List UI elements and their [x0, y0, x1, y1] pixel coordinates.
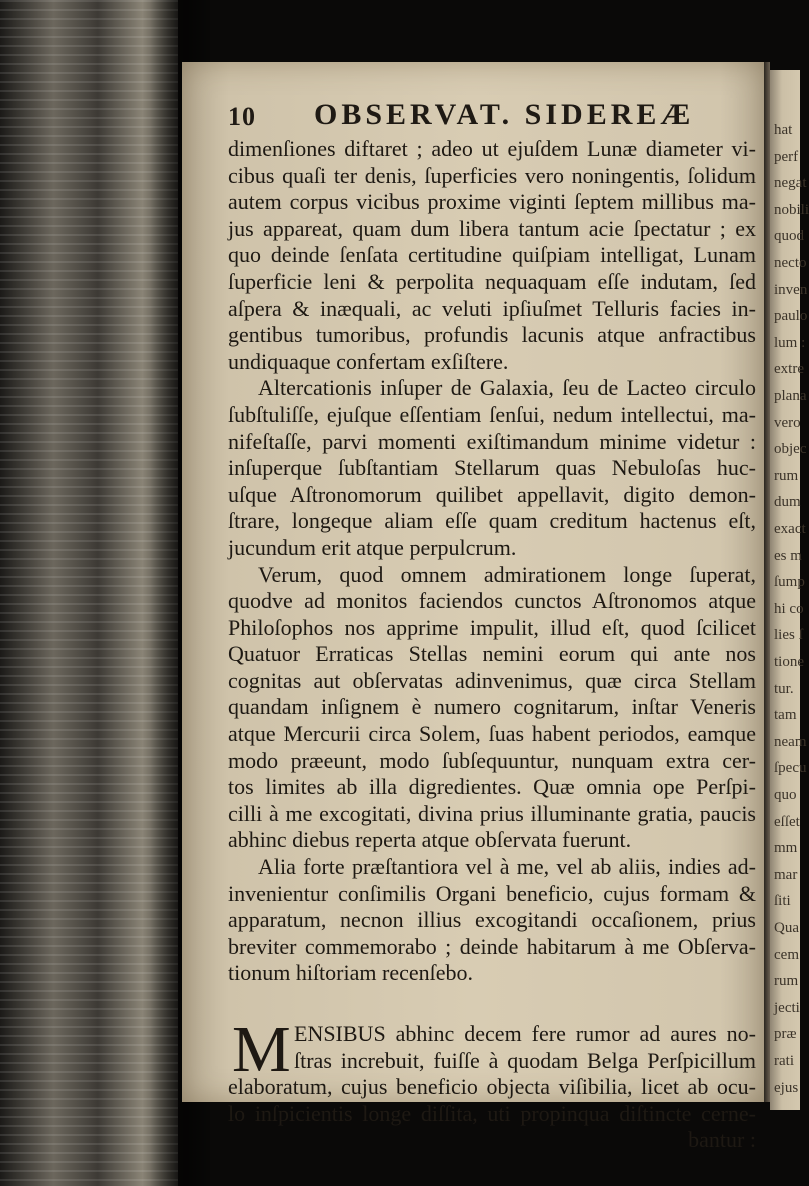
facing-page-fragment: tam	[774, 707, 797, 724]
facing-page-fragment: neam	[774, 733, 807, 750]
page-body	[228, 136, 756, 1154]
text-line: undiquaque confertam exſiſtere.	[228, 348, 509, 374]
text-line: modo præeunt, modo ſubſequuntur, nunquam extra cer-	[228, 747, 756, 773]
text-line: ſuperficie leni & perpolita nequaquam eſſe indutam, ſed	[228, 268, 756, 294]
catchword: bantur :	[688, 1127, 756, 1153]
facing-page-fragment: extre	[774, 361, 804, 378]
facing-page-fragment: ſump	[774, 574, 805, 591]
text-line: Alia forte præſtantiora vel à me, vel ab aliis, indies ad-	[258, 854, 756, 880]
facing-page-fragment: quo	[774, 787, 797, 803]
text-line: atque Mercurii circa Solem, ſuas habent periodos, eamque	[228, 721, 756, 747]
drop-cap-paragraph	[228, 1013, 756, 1127]
facing-page-fragment: lies ſ	[774, 627, 803, 644]
facing-page-fragment: negat	[774, 175, 807, 192]
text-line: tos limites ab illa digredientes. Quæ omnia ope Perſpi-	[228, 774, 756, 800]
text-line: cilli à me excogitati, divina prius illuminante gratia, paucis	[228, 800, 756, 826]
facing-page-fragment: cem	[774, 946, 799, 963]
text-line: gentibus tumoribus, profundis lacunis atque anfractibus	[228, 322, 756, 348]
text-line: Altercationis inſuper de Galaxia, ſeu de Lacteo circulo	[258, 375, 756, 401]
facing-page-fragment: eſſet	[774, 813, 800, 830]
facing-page-fragment: rati	[774, 1053, 794, 1069]
text-line: cibus quaſi ter denis, ſuperficies vero noningentis, ſolidum	[228, 162, 756, 188]
facing-page-fragment: quod	[774, 228, 804, 245]
facing-page-fragment: rum	[774, 467, 799, 484]
facing-page-fragment: dum	[774, 494, 801, 511]
facing-page-fragment: hi co	[774, 600, 804, 617]
text-line: dimenſiones diftaret ; adeo ut ejuſdem Lunæ diameter vi-	[228, 136, 756, 161]
text-line: autem corpus vicibus proxime viginti ſeptem millibus ma-	[228, 189, 756, 215]
text-line: nifeſtaſſe, parvi momenti exiſtimandum minime videtur :	[228, 428, 756, 454]
facing-page-fragment: tione	[774, 654, 804, 670]
drop-cap: M	[232, 1013, 291, 1086]
facing-page-fragment: necto	[774, 255, 807, 271]
text-line: apparatum, necnon illius excogitandi occaſionem, prius	[228, 907, 756, 933]
facing-page-fragment: perf	[774, 148, 799, 165]
facing-page-fragment: objec	[774, 441, 807, 458]
facing-page-fragment: es m	[774, 547, 802, 564]
facing-page-fragment: plana	[774, 388, 807, 404]
text-line: Verum, quod omnem admirationem longe ſuperat,	[258, 561, 756, 587]
text-line: ENSIBUS abhinc decem fere rumor ad aures no-	[294, 1021, 756, 1046]
facing-page-fragment: inven	[774, 281, 808, 298]
text-line: invenientur conſimilis Organi beneficio, cujus formam &	[228, 880, 756, 906]
facing-page-fragment: mar	[774, 866, 798, 883]
facing-page-fragment: tur.	[774, 680, 794, 697]
text-line: abhinc diebus reperta atque obſervata fuerunt.	[228, 827, 632, 853]
section-gap	[228, 987, 756, 1021]
text-line: uſque Aſtronomorum quilibet appellavit, digito demon-	[228, 481, 756, 507]
text-line: ſubſtuliſſe, ejuſque eſſentiam ſenſui, nedum intellectui, ma-	[228, 401, 756, 427]
facing-page	[770, 70, 809, 1110]
facing-page-fragment: Qua	[774, 920, 799, 936]
facing-page-fragment: præ	[774, 1026, 797, 1043]
page-number: 10	[228, 102, 256, 131]
text-line: breviter commemorabo ; deinde habitarum à me Obſerva-	[228, 933, 756, 959]
text-line: inſuperque ſubſtantiam Stellarum quas Nebuloſas huc-	[228, 455, 756, 481]
facing-page-fragment: rum	[774, 973, 799, 990]
facing-page-fragment: jecti	[774, 999, 800, 1016]
text-line: lo inſpicientis longe diſſita, uti propinqua diſtincte cerne-	[228, 1100, 756, 1126]
text-line: jucundum erit atque perpulcrum.	[228, 534, 517, 560]
facing-page-fragment: lum :	[774, 334, 806, 351]
facing-page-fragment: mm	[774, 840, 798, 857]
facing-page-fragment: nobili	[774, 201, 809, 218]
page-header	[228, 98, 758, 134]
text-line: cognitas aut obſervatas adinvenimus, quæ circa Stellam	[228, 667, 756, 693]
facing-page-fragment: ſpecu	[774, 760, 807, 777]
text-line: Philoſophos nos apprime impulit, illud eſt, quod ſcilicet	[228, 614, 756, 640]
facing-page-fragment: vero	[774, 414, 801, 431]
running-head: OBSERVAT. SIDEREÆ	[314, 98, 695, 131]
text-line: Quatuor Erraticas Stellas nemini eorum qui ante nos	[228, 641, 756, 667]
text-line: quandam inſignem è numero cognitarum, inſtar Veneris	[228, 694, 756, 720]
facing-page-fragment: ejus	[774, 1079, 799, 1096]
facing-page-fragment: paulo	[774, 308, 808, 325]
text-line: quo deinde ſenſata certitudine quiſpiam intelligat, Lunam	[228, 242, 756, 268]
facing-page-fragment: ſiti	[774, 893, 791, 910]
text-line: elaboratum, cujus beneficio objecta viſibilia, licet ab ocu-	[228, 1074, 756, 1100]
text-line: jus appareat, quam dum libera tantum acie ſpectatur ; ex	[228, 215, 756, 241]
facing-page-fragment: hat	[774, 122, 793, 138]
text-line: tionum hiſtoriam recenſebo.	[228, 960, 473, 986]
text-line: aſpera & inæquali, ac veluti ipſiuſmet Telluris facies in-	[228, 295, 756, 321]
text-line: ſtrare, longeque aliam eſſe quam creditum hactenus eſt,	[228, 508, 756, 534]
facing-page-fragment: exact	[774, 521, 806, 537]
text-line: ſtras increbuit, fuiſſe à quodam Belga Perſpicillum	[294, 1047, 756, 1073]
text-line: quodve ad monitos faciendos cunctos Aſtronomos atque	[228, 588, 756, 614]
